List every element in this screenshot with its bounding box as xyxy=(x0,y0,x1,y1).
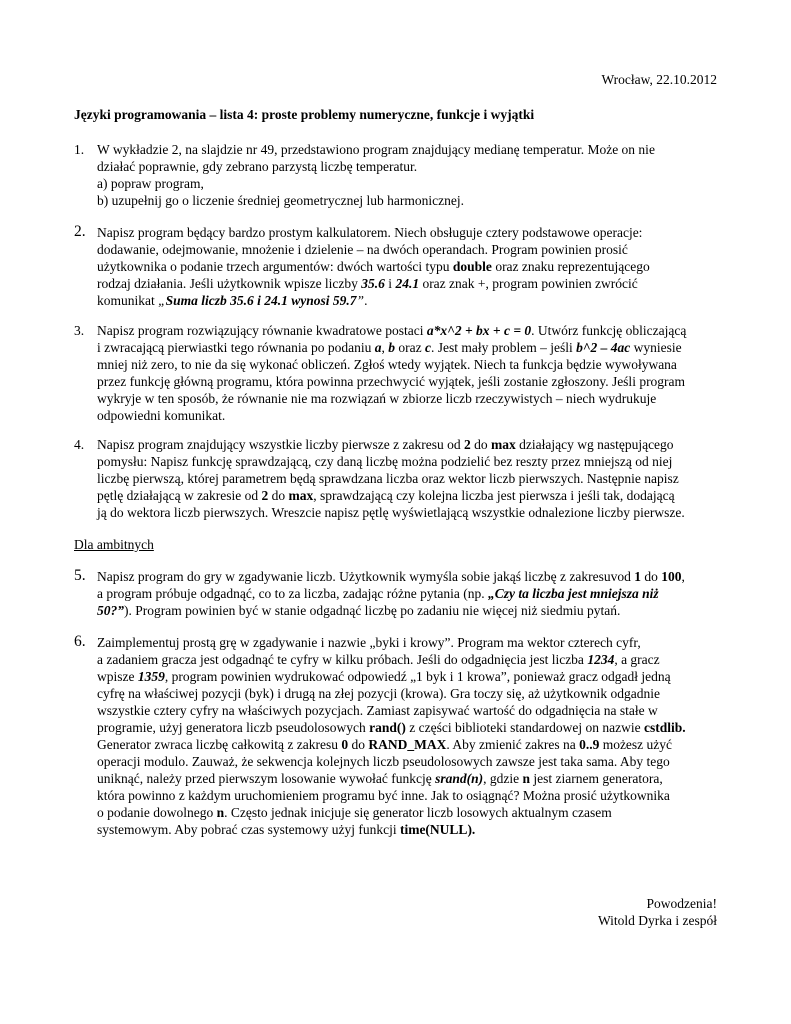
task-text-line: użytkownika o podanie trzech argumentów: dwóch wartości typu double oraz znaku reprezentującego xyxy=(97,259,650,274)
task-text-line: i zwracającą pierwiastki tego równania po podaniu a, b oraz c. Jest mały problem – jeśli b^2 – 4ac wyniesie xyxy=(97,340,682,355)
task-text-line: wszystkie cztery cyfry na właściwych pozycjach. Zamiast zapisywać wartość do odgadnięcia na stałe w xyxy=(97,703,658,718)
task-text-line: liczbę pierwszą, której parametrem będą sprawdzana liczba oraz wektor liczb pierwszych. Następnie napisz xyxy=(97,471,679,486)
task-text-line: uniknąć, należy przed pierwszym losowanie wywołać funkcję srand(n), gdzie n jest ziarnem generatora, xyxy=(97,771,663,786)
task-body xyxy=(97,436,727,521)
closing-greeting: Powodzenia! xyxy=(646,896,717,911)
task-text-line: wpisze 1359, program powinien wydrukować odpowiedź „1 byk i 1 krowa”, ponieważ gracz odgadł jedną xyxy=(97,669,671,684)
task-text-line: komunikat „Suma liczb 35.6 i 24.1 wynosi 59.7”. xyxy=(97,293,368,308)
task-text-line: Generator zwraca liczbę całkowitą z zakresu 0 do RAND_MAX. Aby zmienić zakres na 0..9 możesz użyć xyxy=(97,737,673,752)
task-body xyxy=(97,634,727,838)
task-body xyxy=(97,141,727,209)
section-ambitious: Dla ambitnych xyxy=(74,537,154,552)
task-text-line: przez funkcję główną programu, która powinna przechwycić wyjątek, jeśli zostanie zgłoszony. Jeśli program xyxy=(97,374,686,389)
task-text-line: Zaimplementuj prostą grę w zgadywanie i nazwie „byki i krowy”. Program ma wektor czterech cyfr, xyxy=(97,635,641,650)
signature-author: Witold Dyrka i zespół xyxy=(597,913,717,928)
task-number: 5. xyxy=(74,567,86,584)
task-body xyxy=(97,568,727,619)
task-number: 6. xyxy=(74,633,86,650)
task-text-line: Napisz program znajdujący wszystkie liczby pierwsze z zakresu od 2 do max działający wg następującego xyxy=(97,437,674,452)
task-text-line: operacji modulo. Zauważ, że sekwencja kolejnych liczb pseudolosowych zawsze jest taka sama. Aby tego xyxy=(97,754,670,769)
task-number: 2. xyxy=(74,223,86,240)
task-text-line: 50?”). Program powinien być w stanie odgadnąć liczbę po zadaniu nie więcej niż siedmiu pytań. xyxy=(97,603,621,618)
task-text-line: Napisz program będący bardzo prostym kalkulatorem. Niech obsługuje cztery podstawowe operacje: xyxy=(97,225,643,240)
task-text-line: a program próbuje odgadnąć, co to za liczba, zadając różne pytania (np. „Czy ta liczba jest mniejsza niż xyxy=(97,586,659,601)
task-text-line: a zadaniem gracza jest odgadnąć te cyfry w kilku próbach. Jeśli do odgadnięcia jest liczba 1234, a gracz xyxy=(97,652,660,667)
task-text-line: ją do wektora liczb pierwszych. Wreszcie napisz pętlę wyświetlającą wszystkie odnalezione liczby pierwsze. xyxy=(97,505,685,520)
task-text-line: pętlę działającą w zakresie od 2 do max, sprawdzającą czy kolejna liczba jest pierwsza i jeśli tak, dodającą xyxy=(97,488,675,503)
task-text-line: a) popraw program, xyxy=(97,176,204,191)
task-text-line: dodawanie, odejmowanie, mnożenie i dzielenie – na dwóch operandach. Program powinien prosić xyxy=(97,242,628,257)
task-text-line: Napisz program do gry w zgadywanie liczb. Użytkownik wymyśla sobie jakąś liczbę z zakresuvod 1 do 100, xyxy=(97,569,685,584)
task-text-line: mniej niż zero, to nie da się wykonać obliczeń. Zgłoś wtedy wyjątek. Niech ta funkcja będzie wywoływana xyxy=(97,357,677,372)
task-text-line: o podanie dowolnego n. Często jednak inicjuje się generator liczb losowych aktualnym czasem xyxy=(97,805,612,820)
task-text-line: Napisz program rozwiązujący równanie kwadratowe postaci a*x^2 + bx + c = 0. Utwórz funkcję obliczającą xyxy=(97,323,687,338)
task-number: 4. xyxy=(74,437,85,452)
task-number: 1. xyxy=(74,142,85,157)
task-body xyxy=(97,224,727,309)
task-text-line: wykryje w ten sposób, że równanie nie ma rozwiązań w zbiorze liczb rzeczywistych – niech wydrukuje xyxy=(97,391,657,406)
task-text-line: rodzaj działania. Jeśli użytkownik wpisze liczby 35.6 i 24.1 oraz znak +, program powinien zwrócić xyxy=(97,276,638,291)
task-text-line: programie, użyj generatora liczb pseudolosowych rand() z części biblioteki standardowej on nazwie cstdlib. xyxy=(97,720,686,735)
document-date: Wrocław, 22.10.2012 xyxy=(601,72,717,87)
task-text-line: W wykładzie 2, na slajdzie nr 49, przedstawiono program znajdujący medianę temperatur. Może on nie xyxy=(97,142,655,157)
task-text-line: pomysłu: Napisz funkcję sprawdzającą, czy daną liczbę można podzielić bez reszty przez mniejszą od niej xyxy=(97,454,673,469)
task-text-line: b) uzupełnij go o liczenie średniej geometrycznej lub harmonicznej. xyxy=(97,193,464,208)
task-body xyxy=(97,322,727,424)
task-text-line: która powinno z każdym uruchomieniem programu być inne. Jak to osiągnąć? Można prosić użytkownika xyxy=(97,788,670,803)
task-text-line: cyfrę na właściwej pozycji (byk) i drugą na złej pozycji (krowa). Gra toczy się, aż użytkownik odgadnie xyxy=(97,686,661,701)
document-title: Języki programowania – lista 4: proste problemy numeryczne, funkcje i wyjątki xyxy=(74,107,535,122)
task-number: 3. xyxy=(74,323,85,338)
task-text-line: działać poprawnie, gdy zebrano parzystą liczbę temperatur. xyxy=(97,159,418,174)
task-text-line: odpowiedni komunikat. xyxy=(97,408,226,423)
task-text-line: systemowym. Aby pobrać czas systemowy użyj funkcji time(NULL). xyxy=(97,822,476,837)
